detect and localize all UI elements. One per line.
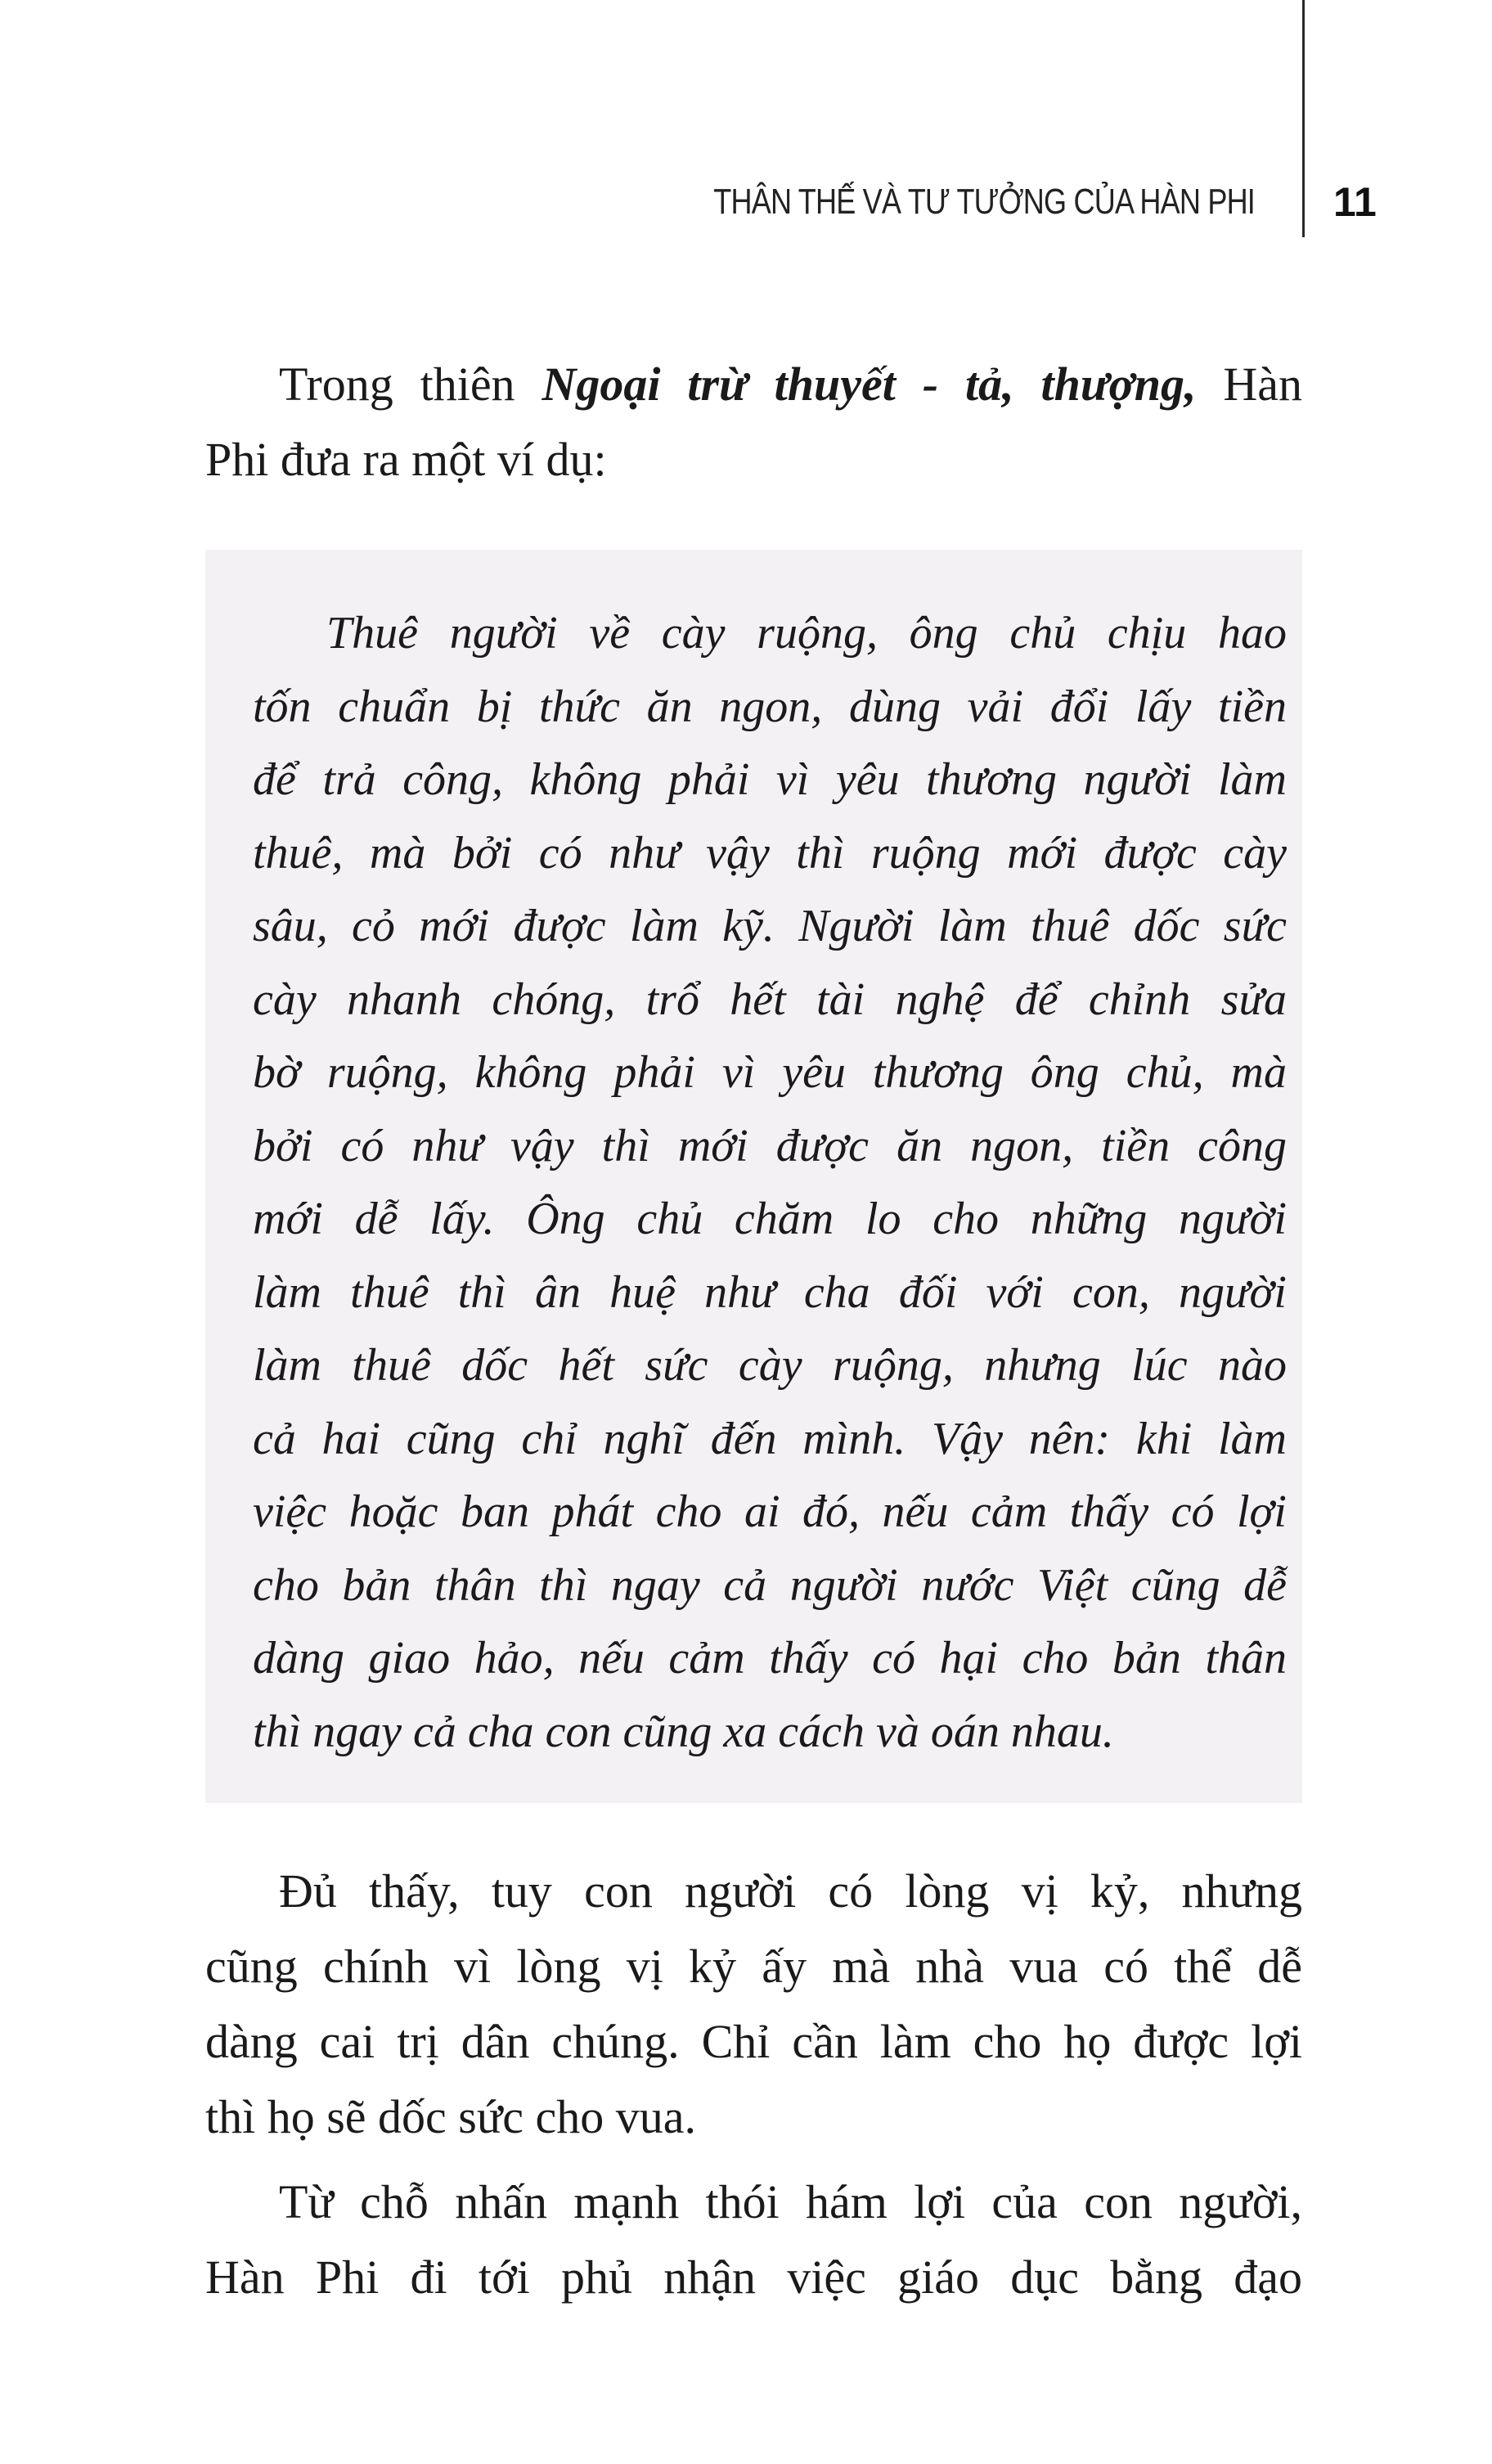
paragraph-3 bbox=[205, 2165, 1302, 2315]
header-divider bbox=[1302, 0, 1305, 237]
work-title: Ngoại trừ thuyết - tả, thượng, bbox=[542, 357, 1197, 411]
text-line: cho bản thân thì ngay cả người nước Việt cũng dễ bbox=[253, 1559, 1287, 1611]
text-line: làm thuê thì ân huệ như cha đối với con, người bbox=[253, 1266, 1287, 1318]
text-line: Từ chỗ nhấn mạnh thói hám lợi của con người, bbox=[279, 2175, 1302, 2228]
text-line: bởi có như vậy thì mới được ăn ngon, tiền công bbox=[253, 1120, 1287, 1171]
text-line: làm thuê dốc hết sức cày ruộng, nhưng lúc nào bbox=[253, 1340, 1287, 1391]
paragraph-2 bbox=[205, 1854, 1302, 2155]
running-head-title: THÂN THẾ VÀ TƯ TƯỞNG CỦA HÀN PHI bbox=[713, 182, 1255, 222]
text-line: thì ngay cả cha con cũng xa cách và oán nhau. bbox=[253, 1706, 1114, 1757]
block-quote bbox=[253, 597, 1287, 1769]
text-line: thì họ sẽ dốc sức cho vua. bbox=[205, 2090, 697, 2143]
text-line: Hàn Phi đi tới phủ nhận việc giáo dục bằng đạo bbox=[205, 2250, 1302, 2304]
page-number: 11 bbox=[1333, 179, 1377, 225]
text-line: cả hai cũng chỉ nghĩ đến mình. Vậy nên: khi làm bbox=[253, 1413, 1287, 1464]
intro-text: Trong thiên bbox=[279, 357, 542, 411]
intro-line: Phi đưa ra một ví dụ: bbox=[205, 433, 607, 486]
text-line: sâu, cỏ mới được làm kỹ. Người làm thuê dốc sức bbox=[253, 901, 1287, 951]
text-line: tốn chuẩn bị thức ăn ngon, dùng vải đổi lấy tiền bbox=[253, 681, 1287, 732]
text-line: cũng chính vì lòng vị kỷ ấy mà nhà vua có thể dễ bbox=[205, 1940, 1302, 1993]
text-line: cày nhanh chóng, trổ hết tài nghệ để chỉnh sửa bbox=[253, 973, 1287, 1025]
text-line: dàng giao hảo, nếu cảm thấy có hại cho bản thân bbox=[253, 1633, 1287, 1684]
text-line: Thuê người về cày ruộng, ông chủ chịu hao bbox=[326, 608, 1287, 659]
text-line: mới dễ lấy. Ông chủ chăm lo cho những người bbox=[253, 1194, 1287, 1244]
intro-line bbox=[205, 347, 1302, 422]
intro-paragraph bbox=[205, 347, 1302, 497]
text-line: việc hoặc ban phát cho ai đó, nếu cảm thấy có lợi bbox=[253, 1486, 1287, 1537]
text-line: Đủ thấy, tuy con người có lòng vị kỷ, nhưng bbox=[279, 1864, 1302, 1918]
text-line: bờ ruộng, không phải vì yêu thương ông chủ, mà bbox=[253, 1047, 1287, 1098]
intro-text: Hàn bbox=[1196, 357, 1302, 411]
text-line: dàng cai trị dân chúng. Chỉ cần làm cho họ được lợi bbox=[205, 2015, 1302, 2068]
text-line: để trả công, không phải vì yêu thương người làm bbox=[253, 754, 1287, 805]
text-line: thuê, mà bởi có như vậy thì ruộng mới được cày bbox=[253, 827, 1287, 879]
